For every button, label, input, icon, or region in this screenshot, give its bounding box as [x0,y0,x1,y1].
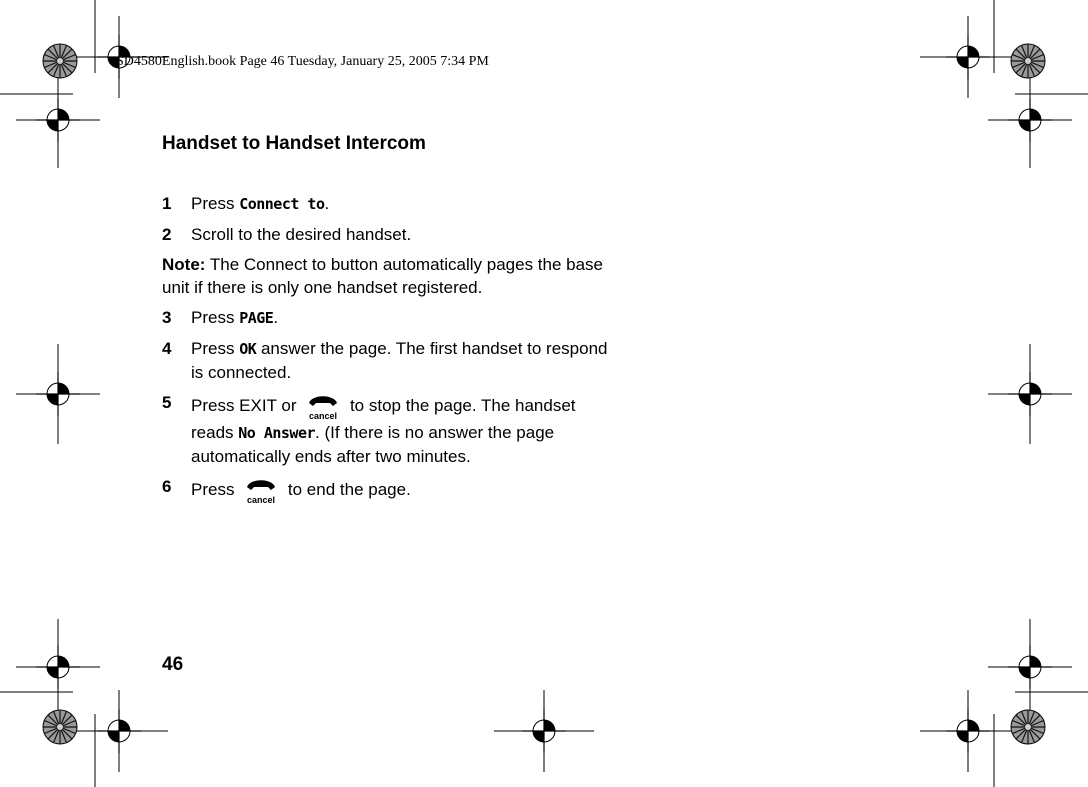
note-label: Note: [162,255,206,274]
step-text: . (If there is no answer the page automatically ends after two minutes. [191,423,555,466]
step-text: . [324,194,330,213]
star-target-mark [1011,710,1045,744]
lcd-label: PAGE [239,309,274,327]
step-number: 5 [162,393,172,412]
cancel-key-icon [243,475,279,505]
cancel-key-icon [305,391,341,421]
book-slug-header: SD4580English.book Page 46 Tuesday, January 25, 2005 7:34 PM [116,54,489,69]
lcd-label: Connect to [239,195,325,213]
page-number: 46 [162,654,184,675]
step-text: to stop the page. The handset reads [191,396,576,442]
star-target-mark [43,44,77,78]
section-title: Handset to Handset Intercom [162,133,426,154]
step-5 [162,391,622,468]
star-target-mark [1011,44,1045,78]
step-number: 1 [162,194,172,213]
step-text: Press [191,339,240,358]
step-4 [162,337,622,384]
step-text: Press [191,480,240,499]
step-1 [162,192,622,216]
lcd-label: OK [239,340,257,358]
step-text: . [273,308,279,327]
step-text: Press [191,308,240,327]
step-number: 6 [162,477,172,496]
step-2 [162,223,622,246]
svg-text:cancel: cancel [309,411,338,421]
note [162,253,622,299]
step-number: 3 [162,308,172,327]
step-6 [162,475,622,505]
step-text: Press [191,194,240,213]
star-target-mark [43,710,77,744]
instructions [162,192,622,512]
step-3 [162,306,622,330]
note-text: The Connect to button automatically pages the base unit if there is only one handset registered. [162,255,604,297]
lcd-label: No Answer [238,424,316,442]
step-number: 4 [162,339,172,358]
step-text: Scroll to the desired handset. [191,225,412,244]
step-text: Press EXIT or [191,396,302,415]
step-text: answer the page. The first handset to respond is connected. [191,339,608,382]
step-number: 2 [162,225,172,244]
step-text: to end the page. [283,480,411,499]
svg-text:cancel: cancel [247,495,276,505]
